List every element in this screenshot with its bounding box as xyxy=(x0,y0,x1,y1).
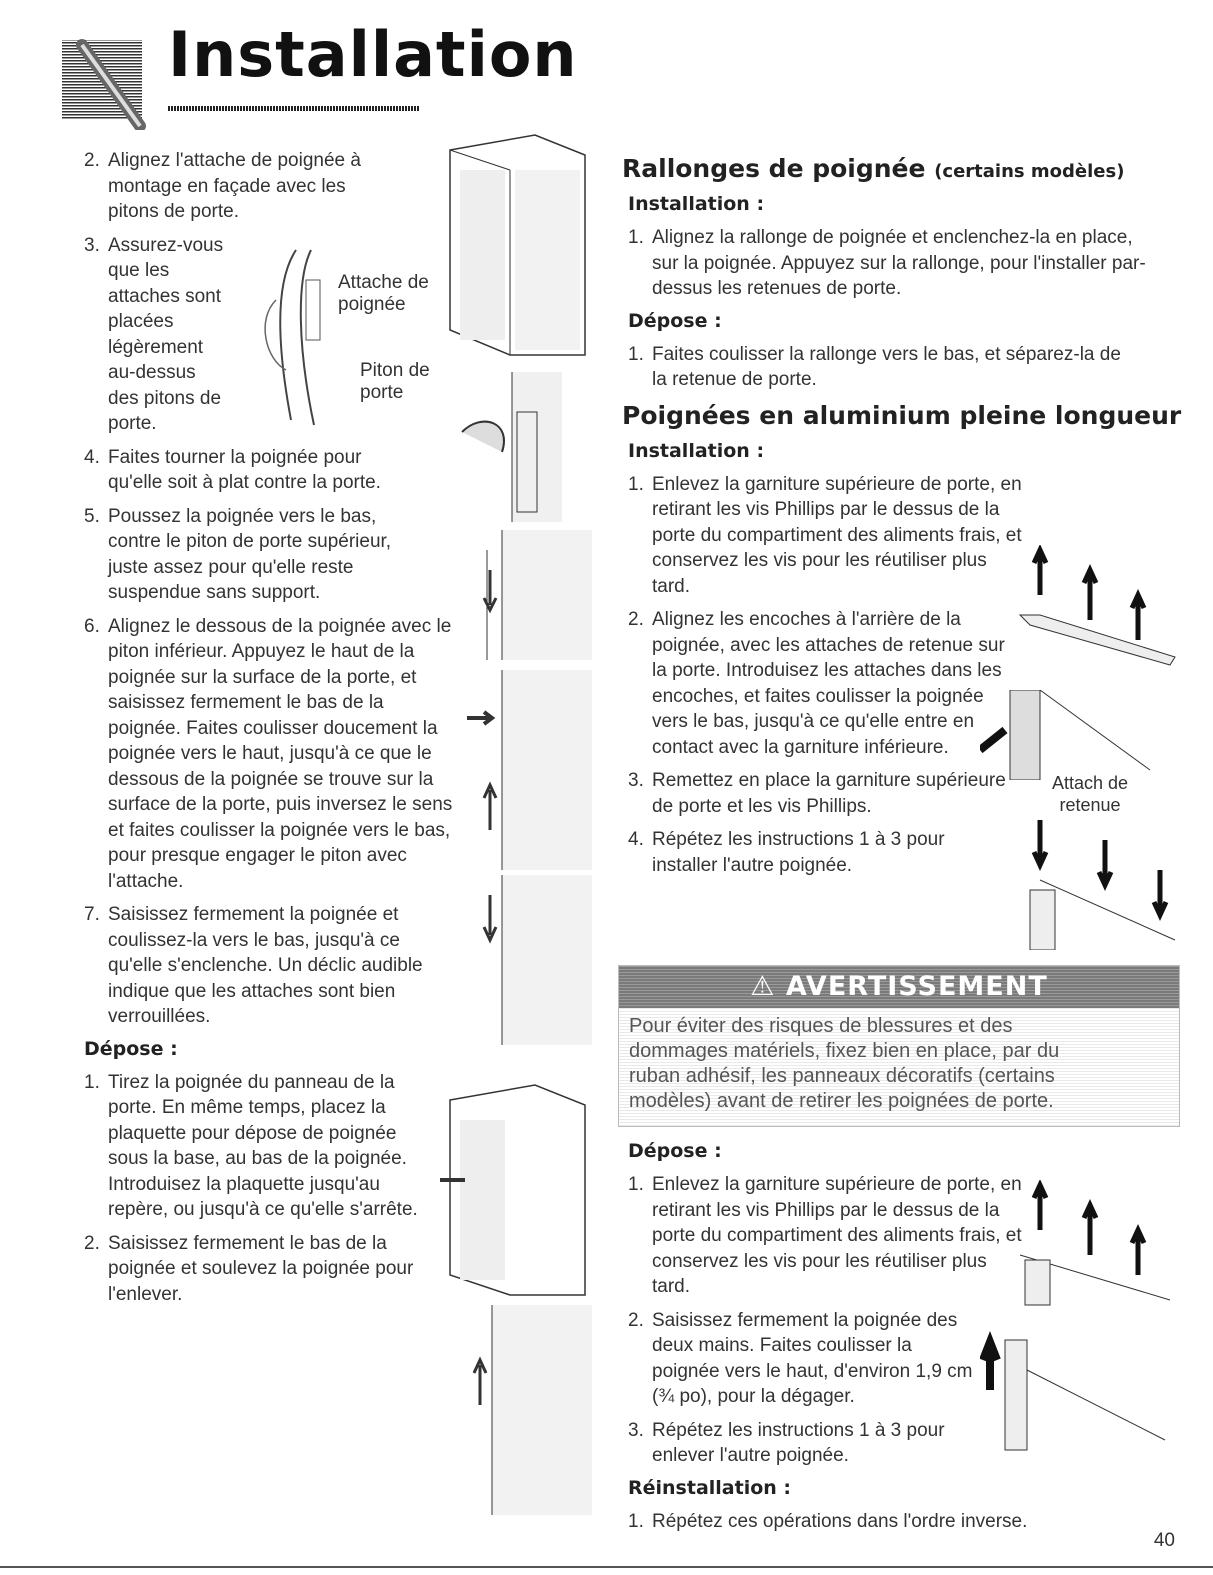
step-7: 7. Saisissez fermement la poignée et coulissez-la vers le bas, jusqu'à ce qu'elle s'enclenche. Un déclic audible indique que les attaches sont bien verrouillées. xyxy=(84,904,423,1027)
rotate-handle-illustration xyxy=(452,372,592,522)
rallonges-depose-step-1: 1. Faites coulisser la rallonge vers le bas, et séparez-la de la retenue de porte. xyxy=(628,343,1121,390)
depose-lift-trim-illustration xyxy=(1010,1180,1180,1310)
reinstall-heading: Réinstallation : xyxy=(628,1476,792,1499)
rallonges-install-step-1: 1. Alignez la rallonge de poignée et enclenchez-la en place, sur la poignée. Appuyez sur la rallonge, pour l'installer par-dessus les retenues de porte. xyxy=(628,227,1146,299)
aluminium-depose-step-3: 3. Répétez les instructions 1 à 3 pour enlever l'autre poignée. xyxy=(628,1419,945,1466)
align-notches-illustration xyxy=(980,690,1160,780)
aluminium-depose-step-1: 1. Enlevez la garniture supérieure de porte, en retirant les vis Phillips par le dessus de la porte du compartiment des aliments frais, et conservez les vis pour les réutiliser plus tard. xyxy=(628,1174,1022,1297)
warning-text: Pour éviter des risques de blessures et des dommages matériels, fixez bien en place, par du ruban adhésif, les panneaux décoratifs (certains modèles) avant de retirer les poignées de porte. xyxy=(629,1015,1060,1112)
section-title-aluminium: Poignées en aluminium pleine longueur xyxy=(622,400,1182,430)
title-underline xyxy=(168,106,420,111)
section-title-rallonges: Rallonges de poignée (certains modèles) xyxy=(622,154,1125,183)
warning-title: ⚠ AVERTISSEMENT xyxy=(619,966,1179,1008)
aluminium-install-step-2: 2. Alignez les encoches à l'arrière de la poignée, avec les attaches de retenue sur la porte. Introduisez les attaches dans les encoches, et faites coulisser la poignée vers le bas, jusqu'à ce qu'elle entre en contact avec la garniture inférieure. xyxy=(628,609,1005,758)
depose-step-1: 1. Tirez la poignée du panneau de la porte. En même temps, placez la plaquette pour dépose de poignée sous la base, au bas de la poignée. Introduisez la plaquette jusqu'au repère, ou jusqu'à ce qu'elle s'arrête. xyxy=(84,1071,418,1220)
aluminium-depose-heading: Dépose : xyxy=(628,1140,722,1162)
step-5: 5. Poussez la poignée vers le bas, contre le piton de porte supérieur, juste assez pour qu'elle reste suspendue sans support. xyxy=(84,505,392,603)
depose-heading: Dépose : xyxy=(84,1037,178,1060)
step-3: 3. Assurez-vous que les attaches sont placées légèrement au-dessus des pitons de porte. xyxy=(84,234,224,434)
fig-label-retenue: Attach de retenue xyxy=(1051,773,1129,815)
step-2: 2. Alignez l'attache de poignée à montage en façade avec les pitons de porte. xyxy=(84,150,361,222)
depose-lift-handle-illustration xyxy=(980,1330,1170,1460)
remove-handle-illustration xyxy=(440,1080,590,1300)
step-4: 4. Faites tourner la poignée pour qu'elle soit à plat contre la porte. xyxy=(84,446,381,493)
fridge-illustration xyxy=(440,130,590,360)
footer-rule xyxy=(0,1566,1213,1568)
aluminium-install-heading: Installation : xyxy=(628,439,765,462)
rallonges-depose-heading: Dépose : xyxy=(628,309,722,332)
handle-attach-illustration xyxy=(236,240,346,430)
replace-trim-illustration xyxy=(1010,820,1180,950)
screwdriver-icon xyxy=(62,30,152,130)
rallonges-install-heading: Installation : xyxy=(628,193,765,215)
warning-box xyxy=(618,965,1180,1127)
aluminium-install-step-3: 3. Remettez en place la garniture supérieure de porte et les vis Phillips. xyxy=(628,770,1006,817)
aluminium-install-step-1: 1. Enlevez la garniture supérieure de porte, en retirant les vis Phillips par le dessus de la porte du compartiment des aliments frais, et conservez les vis pour les réutiliser plus tard. xyxy=(628,473,1022,597)
aluminium-depose-step-2: 2. Saisissez fermement la poignée des deux mains. Faites coulisser la poignée vers le haut, d'environ 1,9 cm (¾ po), pour la dégager. xyxy=(628,1309,973,1407)
slide-up-illustration xyxy=(462,670,592,870)
page-number: 40 xyxy=(1153,1530,1175,1551)
fig-label-attache: Attache de poignée xyxy=(338,272,429,315)
depose-step-2: 2. Saisissez fermement le bas de la poignée et soulevez la poignée pour l'enlever. xyxy=(84,1232,414,1305)
aluminium-install-step-4: 4. Répétez les instructions 1 à 3 pour installer l'autre poignée. xyxy=(628,829,945,876)
lift-trim-illustration xyxy=(1010,545,1180,675)
page-title: Installation xyxy=(168,18,578,91)
slide-down-illustration xyxy=(462,875,592,1045)
push-down-illustration xyxy=(462,530,592,660)
lift-handle-illustration xyxy=(452,1305,592,1515)
reinstall-step-1: 1. Répétez ces opérations dans l'ordre inverse. xyxy=(628,1510,1028,1532)
fig-label-piton: Piton de porte xyxy=(360,360,430,403)
step-6: 6. Alignez le dessous de la poignée avec le piton inférieur. Appuyez le haut de la poignée sur la surface de la porte, et saisissez fermement le bas de la poignée. Faites coulisser doucement la poignée vers le haut, jusqu'à ce que le dessous de la poignée se trouve sur la surface de la porte, puis inversez le sens et faites coulisser la poignée vers le bas, pour presque engager le piton avec l'attache. xyxy=(84,615,453,892)
